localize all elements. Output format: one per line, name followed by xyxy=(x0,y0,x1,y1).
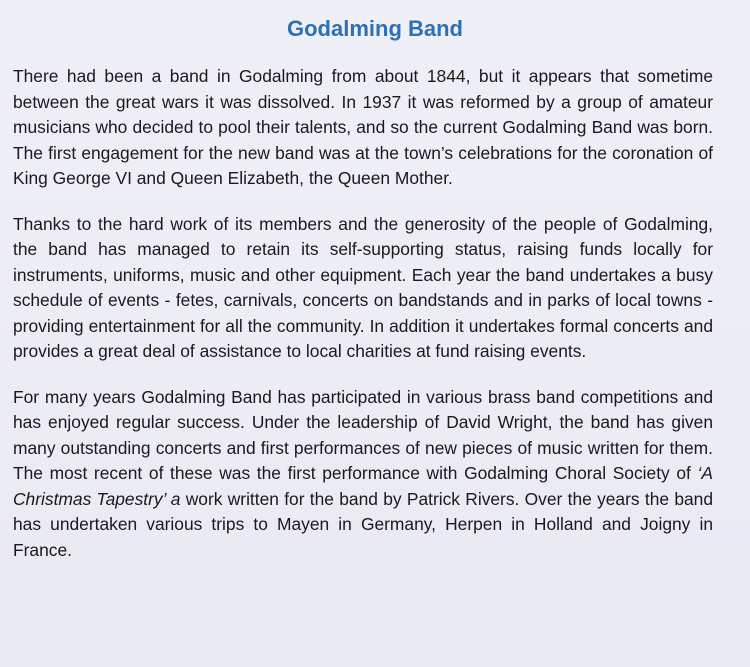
paragraph-achievements xyxy=(13,385,713,564)
paragraph-achievements-text-start: For many years Godalming Band has participated in various brass band competitions and has enjoyed regular success. Under the leadership of David Wright, the band has given many outstanding concerts and first performances of new pieces of music written for them. The most recent of these was the first performance with Godalming Choral Society of xyxy=(13,386,713,483)
paragraph-history: There had been a band in Godalming from about 1844, but it appears that sometime between the great wars it was dissolved. In 1937 it was reformed by a group of amateur musicians who decided to pool their talents, and so the current Godalming Band was born. The first engagement for the new band was at the town’s celebrations for the coronation of King George VI and Queen Elizabeth, the Queen Mother. xyxy=(13,66,713,188)
paragraph-achievements-text-end: work written for the band by Patrick Rivers. Over the years the band has undertaken various trips to Mayen in Germany, Herpen in Holland and Joigny in France. xyxy=(13,488,714,560)
work-title-italic: ‘A Christmas Tapestry’ a xyxy=(13,463,713,509)
document-title: Godalming Band xyxy=(287,16,463,41)
paragraph-funding: Thanks to the hard work of its members and the generosity of the people of Godalming, the band has managed to retain its self-supporting status, raising funds locally for instruments, uniforms, music and other equipment. Each year the band undertakes a busy schedule of events - fetes, carnivals, concerts on bandstands and in parks of local towns - providing entertainment for all the community. In addition it undertakes formal concerts and provides a great deal of assistance to local charities at fund raising events. xyxy=(13,213,713,361)
